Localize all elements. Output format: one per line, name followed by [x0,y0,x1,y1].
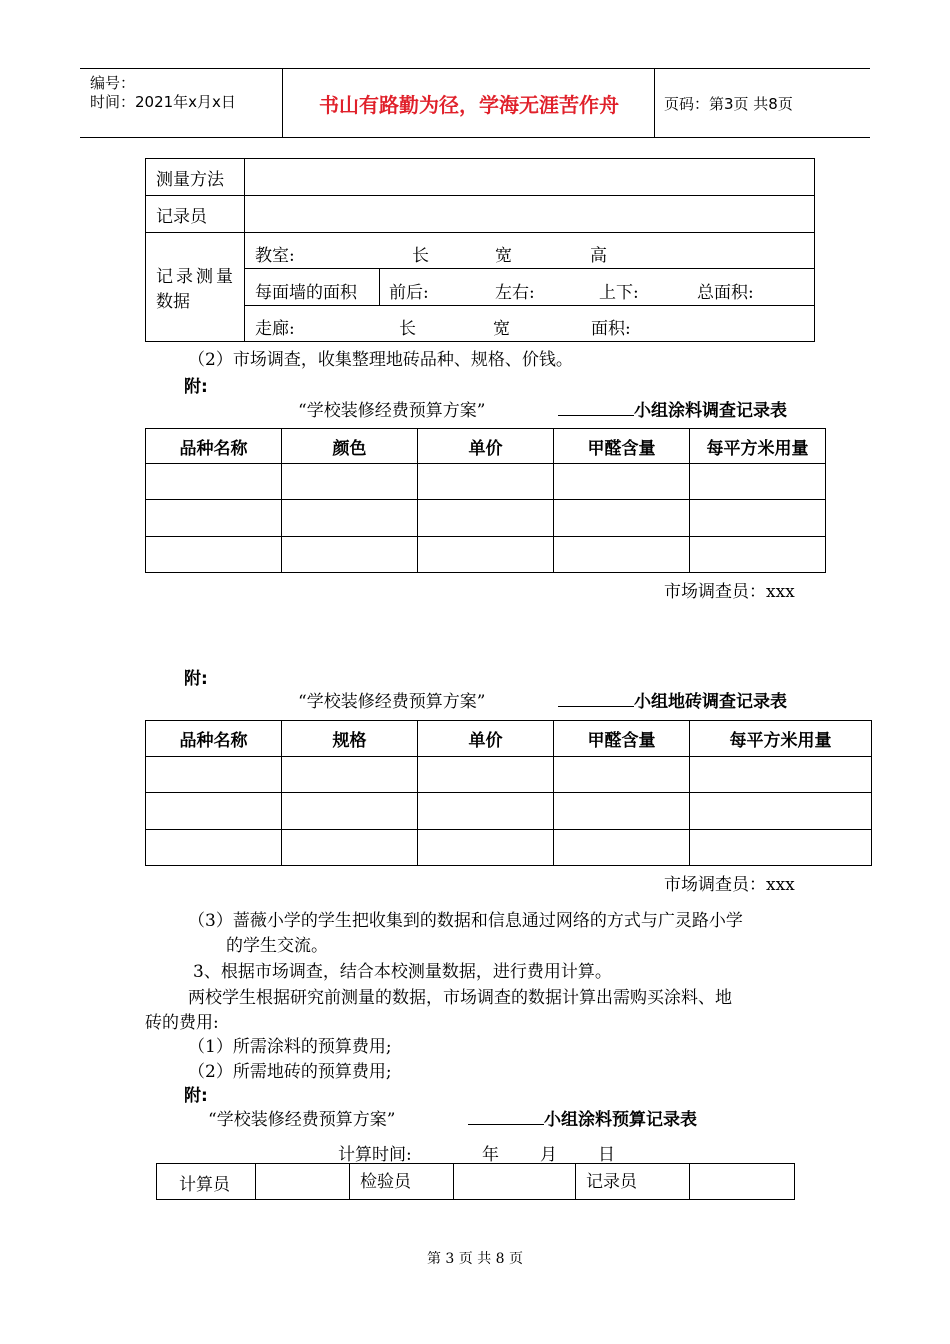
table-row [146,500,826,537]
wall-area-label: 每面墙的面积 [255,283,357,303]
page-footer: 第 3 页 共 8 页 [426,1251,524,1267]
list-item-paint-budget: （1）所需涂料的预算费用; [188,1037,392,1057]
recorder-value[interactable] [245,196,815,233]
para-market-survey: （2）市场调查，收集整理地砖品种、规格、价钱。 [188,350,573,370]
table-cell[interactable] [146,830,282,866]
table-cell[interactable] [690,464,826,500]
tile-surveyor: 市场调查员：xxx [664,875,795,895]
group-blank[interactable] [558,692,634,707]
header-divider [654,69,655,137]
inspector-value[interactable] [454,1164,576,1200]
table-cell[interactable] [282,500,418,537]
table-cell[interactable] [554,830,690,866]
table-cell[interactable] [554,464,690,500]
col-header-usage-per-sqm: 每平方米用量 [690,721,872,757]
table-cell[interactable] [690,830,872,866]
inspector-label: 检验员 [350,1164,454,1200]
table-cell[interactable] [554,757,690,793]
para-exchange-line2: 的学生交流。 [226,936,328,956]
table-cell[interactable] [554,500,690,537]
table-row [146,830,872,866]
para-calc-line2: 砖的费用: [145,1013,219,1033]
total-area-label: 总面积: [697,283,754,303]
paint-table-title-prefix: “学校装修经费预算方案” [298,401,486,421]
table-cell[interactable] [418,464,554,500]
list-item-tile-budget: （2）所需地砖的预算费用; [188,1062,392,1082]
document-number-label: 编号： [90,74,136,92]
table-cell[interactable] [690,500,826,537]
classroom-row [245,233,815,269]
table-cell[interactable] [282,830,418,866]
tile-table-title-text: 小组地砖调查记录表 [634,692,787,712]
table-cell[interactable] [146,757,282,793]
method-value[interactable] [245,159,815,196]
table-cell[interactable] [418,830,554,866]
document-time-label: 时间：2021年x月x日 [90,93,236,111]
table-cell[interactable] [146,537,282,573]
corridor-length-label: 长 [399,319,416,339]
table-cell[interactable] [146,793,282,830]
paint-table-title-text: 小组涂料调查记录表 [634,401,787,421]
para-step3: 3、根据市场调查，结合本校测量数据，进行费用计算。 [193,962,612,982]
table-cell[interactable] [418,537,554,573]
corridor-row [245,306,815,342]
calc-day-label: 日 [598,1145,615,1165]
budget-table-title-prefix: “学校装修经费预算方案” [208,1110,396,1130]
width-label: 宽 [495,246,512,266]
para-exchange-line1: （3）蔷薇小学的学生把收集到的数据和信息通过网络的方式与广灵路小学 [188,911,743,931]
tile-table-title [558,687,787,712]
table-cell[interactable] [282,757,418,793]
table-cell[interactable] [554,793,690,830]
height-label: 高 [590,246,607,266]
table-cell[interactable] [282,793,418,830]
recorder-value[interactable] [690,1164,795,1200]
para-calc-line1: 两校学生根据研究前测量的数据，市场调查的数据计算出需购买涂料、地 [188,988,732,1008]
paint-table-title [558,396,787,421]
corridor-area-label: 面积: [591,319,631,339]
table-row [146,464,826,500]
table-cell[interactable] [690,757,872,793]
appendix-label: 附: [184,1086,208,1106]
col-header-formaldehyde: 甲醛含量 [554,721,690,757]
col-header-formaldehyde: 甲醛含量 [554,429,690,464]
up-down-label: 上下: [599,283,639,303]
classroom-label: 教室: [255,246,295,266]
table-cell[interactable] [418,793,554,830]
table-cell[interactable] [690,793,872,830]
tile-survey-table [145,720,872,866]
table-cell[interactable] [282,464,418,500]
page-header [80,68,870,138]
table-cell[interactable] [418,500,554,537]
budget-table-title [468,1105,697,1130]
length-label: 长 [412,246,429,266]
header-page-info: 页码：第3页 共8页 [664,95,793,113]
table-cell[interactable] [146,500,282,537]
table-cell[interactable] [418,757,554,793]
wall-area-row [245,269,815,306]
measurement-table [145,158,815,342]
col-header-unit-price: 单价 [418,429,554,464]
appendix-label: 附: [184,669,208,689]
calc-month-label: 月 [540,1145,557,1165]
data-label-line1: 记录测量 [156,267,236,287]
calculator-value[interactable] [256,1164,350,1200]
col-header-variety: 品种名称 [146,429,282,464]
table-cell[interactable] [554,537,690,573]
budget-signoff-table [156,1163,795,1200]
table-cell[interactable] [282,537,418,573]
header-divider [282,69,283,137]
paint-survey-table [145,428,826,573]
group-blank[interactable] [558,401,634,416]
corridor-width-label: 宽 [493,319,510,339]
col-header-spec: 规格 [282,721,418,757]
table-row [146,793,872,830]
header-motto: 书山有路勤为径，学海无涯苦作舟 [319,93,619,117]
table-row [146,757,872,793]
data-label [146,233,245,342]
recorder-label: 记录员 [146,196,245,233]
paint-surveyor: 市场调查员：xxx [664,582,795,602]
group-blank[interactable] [468,1110,544,1125]
calculator-label: 计算员 [157,1164,256,1200]
calc-year-label: 年 [482,1145,499,1165]
corridor-label: 走廊: [255,319,295,339]
table-cell[interactable] [690,537,826,573]
col-header-usage-per-sqm: 每平方米用量 [690,429,826,464]
appendix-label: 附: [184,377,208,397]
left-right-label: 左右: [495,283,535,303]
col-header-variety: 品种名称 [146,721,282,757]
col-header-color: 颜色 [282,429,418,464]
recorder-label: 记录员 [576,1164,690,1200]
col-header-unit-price: 单价 [418,721,554,757]
data-label-line2: 数据 [156,292,190,312]
budget-table-title-text: 小组涂料预算记录表 [544,1110,697,1130]
tile-table-title-prefix: “学校装修经费预算方案” [298,692,486,712]
cell-divider [379,269,380,305]
table-cell[interactable] [146,464,282,500]
method-label: 测量方法 [146,159,245,196]
calc-time-label: 计算时间: [338,1145,412,1165]
table-row [146,537,826,573]
front-back-label: 前后: [389,283,429,303]
